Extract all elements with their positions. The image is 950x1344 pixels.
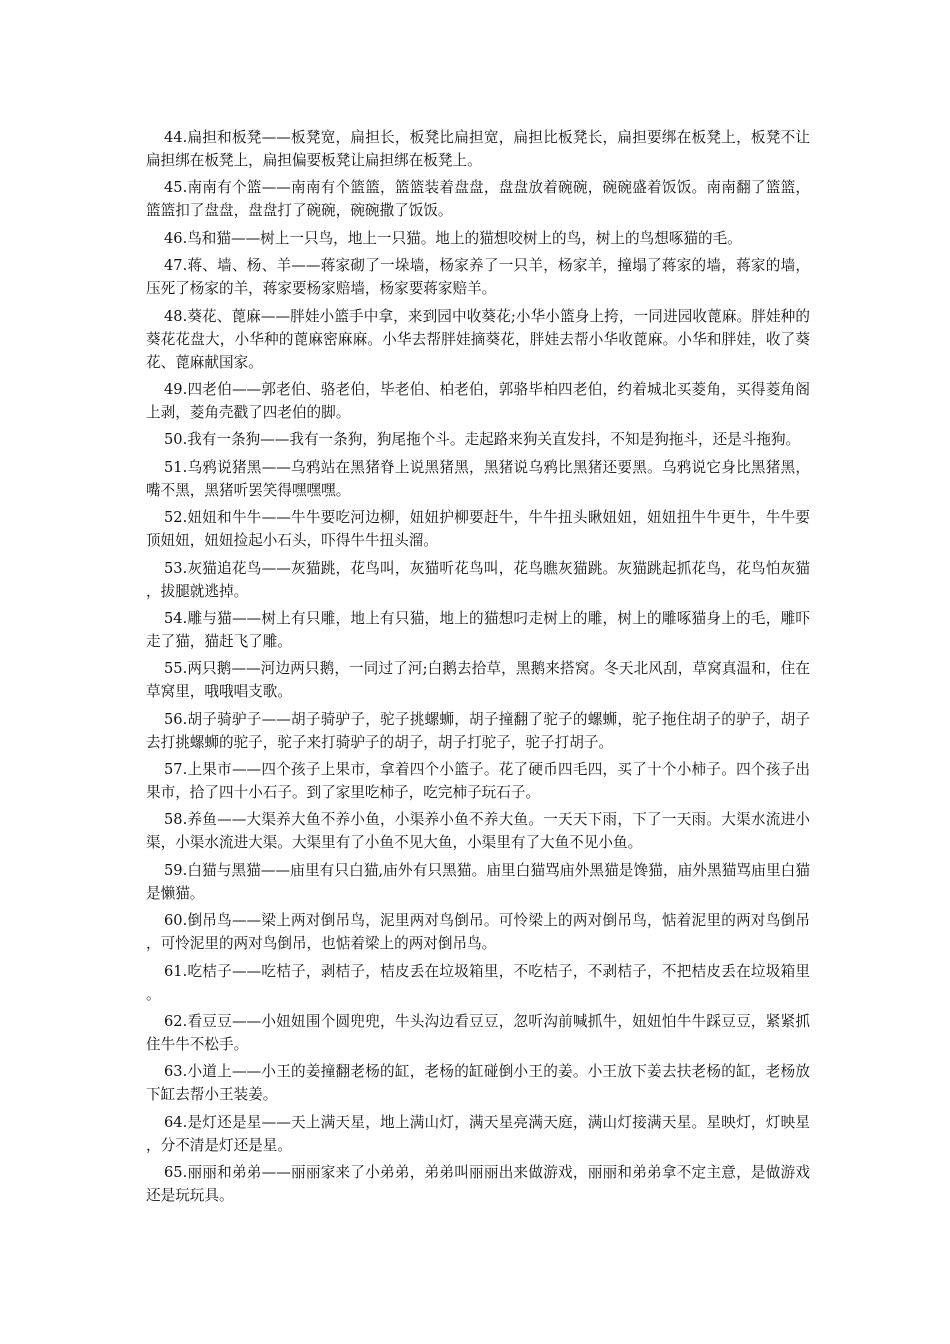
- tongue-twister-61: 61.吃桔子——吃桔子，剥桔子，桔皮丢在垃圾箱里，不吃桔子，不剥桔子，不把桔皮丢在垃圾箱里。: [146, 962, 810, 1003]
- tongue-twister-44: 44.扁担和板凳——板凳宽，扁担长，板凳比扁担宽，扁担比板凳长，扁担要绑在板凳上，板凳不让扁担绑在板凳上，扁担偏要板凳让扁担绑在板凳上。: [146, 129, 810, 169]
- tongue-twister-54: 54.雕与猫——树上有只雕，地上有只猫，地上的猫想叼走树上的雕，树上的雕啄猫身上的毛，雕吓走了猫，猫赶飞了雕。: [146, 609, 810, 650]
- tongue-twister-58: 58.养鱼——大渠养大鱼不养小鱼，小渠养小鱼不养大鱼。一天天下雨，下了一天雨。大渠水流进小渠，小渠水流进大渠。大渠里有了小鱼不见大鱼，小渠里有了大鱼不见小鱼。: [146, 811, 810, 852]
- tongue-twister-47: 47.蒋、墙、杨、羊——蒋家砌了一垛墙，杨家养了一只羊，杨家羊，撞塌了蒋家的墙，蒋家的墙，压死了杨家的羊，蒋家要杨家赔墙，杨家要蒋家赔羊。: [146, 257, 810, 298]
- tongue-twister-48: 48.葵花、蓖麻——胖娃小篮手中拿，来到园中收葵花;小华小篮身上挎，一同进园收蓖麻。胖娃种的葵花花盘大，小华种的蓖麻密麻麻。小华去帮胖娃摘葵花，胖娃去帮小华收蓖麻。小华和胖娃，收了葵花、蓖麻献国家。: [146, 307, 810, 371]
- tongue-twister-56: 56.胡子骑驴子——胡子骑驴子，驼子挑螺蛳，胡子撞翻了驼子的螺蛳，驼子拖住胡子的驴子，胡子去打挑螺蛳的驼子，驼子来打骑驴子的胡子，胡子打驼子，驼子打胡子。: [146, 710, 810, 751]
- tongue-twister-50: 50.我有一条狗——我有一条狗，狗尾拖个斗。走起路来狗关直发抖，不知是狗拖斗，还是斗拖狗。: [164, 431, 801, 449]
- tongue-twister-60: 60.倒吊鸟——梁上两对倒吊鸟，泥里两对鸟倒吊。可怜梁上的两对倒吊鸟，惦着泥里的两对鸟倒吊，可怜泥里的两对鸟倒吊，也惦着梁上的两对倒吊鸟。: [146, 912, 810, 953]
- tongue-twister-63: 63.小道上——小王的姜撞翻老杨的缸，老杨的缸碰倒小王的姜。小王放下姜去扶老杨的缸，老杨放下缸去帮小王装姜。: [146, 1063, 810, 1104]
- tongue-twister-51: 51.乌鸦说猪黑——乌鸦站在黑猪脊上说黑猪黑，黑猪说乌鸦比黑猪还要黑。乌鸦说它身比黑猪黑，嘴不黑，黑猪听罢笑得嘿嘿嘿。: [146, 458, 810, 499]
- tongue-twister-46: 46.鸟和猫——树上一只鸟，地上一只猫。地上的猫想咬树上的鸟，树上的鸟想啄猫的毛。: [164, 229, 742, 247]
- tongue-twister-55: 55.两只鹅——河边两只鹅，一同过了河;白鹅去拾草，黑鹅来搭窝。冬天北风刮，草窝真温和，住在草窝里，哦哦唱支歌。: [146, 660, 810, 701]
- tongue-twister-49: 49.四老伯——郭老伯、骆老伯，毕老伯、柏老伯，郭骆毕柏四老伯，约着城北买菱角，买得菱角阁上剥，菱角壳戳了四老伯的脚。: [146, 380, 810, 421]
- tongue-twister-45: 45.南南有个篮——南南有个篮篮，篮篮装着盘盘，盘盘放着碗碗，碗碗盛着饭饭。南南翻了篮篮，篮篮扣了盘盘，盘盘打了碗碗，碗碗撒了饭饭。: [146, 179, 810, 220]
- tongue-twister-64: 64.是灯还是星——天上满天星，地上满山灯，满天星亮满天庭，满山灯接满天星。星映灯，灯映星，分不清是灯还是星。: [146, 1113, 810, 1154]
- tongue-twister-52: 52.妞妞和牛牛——牛牛要吃河边柳，妞妞护柳要赶牛，牛牛扭头瞅妞妞，妞妞扭牛牛更牛，牛牛要顶妞妞，妞妞捡起小石头，吓得牛牛扭头溜。: [146, 509, 810, 550]
- tongue-twister-57: 57.上果市——四个孩子上果市，拿着四个小篮子。花了硬币四毛四，买了十个小柿子。四个孩子出果市，拾了四十小石子。到了家里吃柿子，吃完柿子玩石子。: [146, 761, 810, 802]
- tongue-twister-59: 59.白猫与黑猫——庙里有只白猫,庙外有只黑猫。庙里白猫骂庙外黑猫是馋猫，庙外黑猫骂庙里白猫是懒猫。: [146, 861, 810, 902]
- tongue-twister-53: 53.灰猫追花鸟——灰猫跳，花鸟叫，灰猫听花鸟叫，花鸟瞧灰猫跳。灰猫跳起抓花鸟，花鸟怕灰猫，拔腿就逃掉。: [146, 559, 810, 600]
- document-body: [146, 126, 810, 1212]
- tongue-twister-62: 62.看豆豆——小妞妞围个圆兜兜，牛头沟边看豆豆，忽听沟前喊抓牛，妞妞怕牛牛踩豆豆，紧紧抓住牛牛不松手。: [146, 1013, 810, 1054]
- tongue-twister-65: 65.丽丽和弟弟——丽丽家来了小弟弟，弟弟叫丽丽出来做游戏，丽丽和弟弟拿不定主意，是做游戏还是玩玩具。: [146, 1164, 810, 1205]
